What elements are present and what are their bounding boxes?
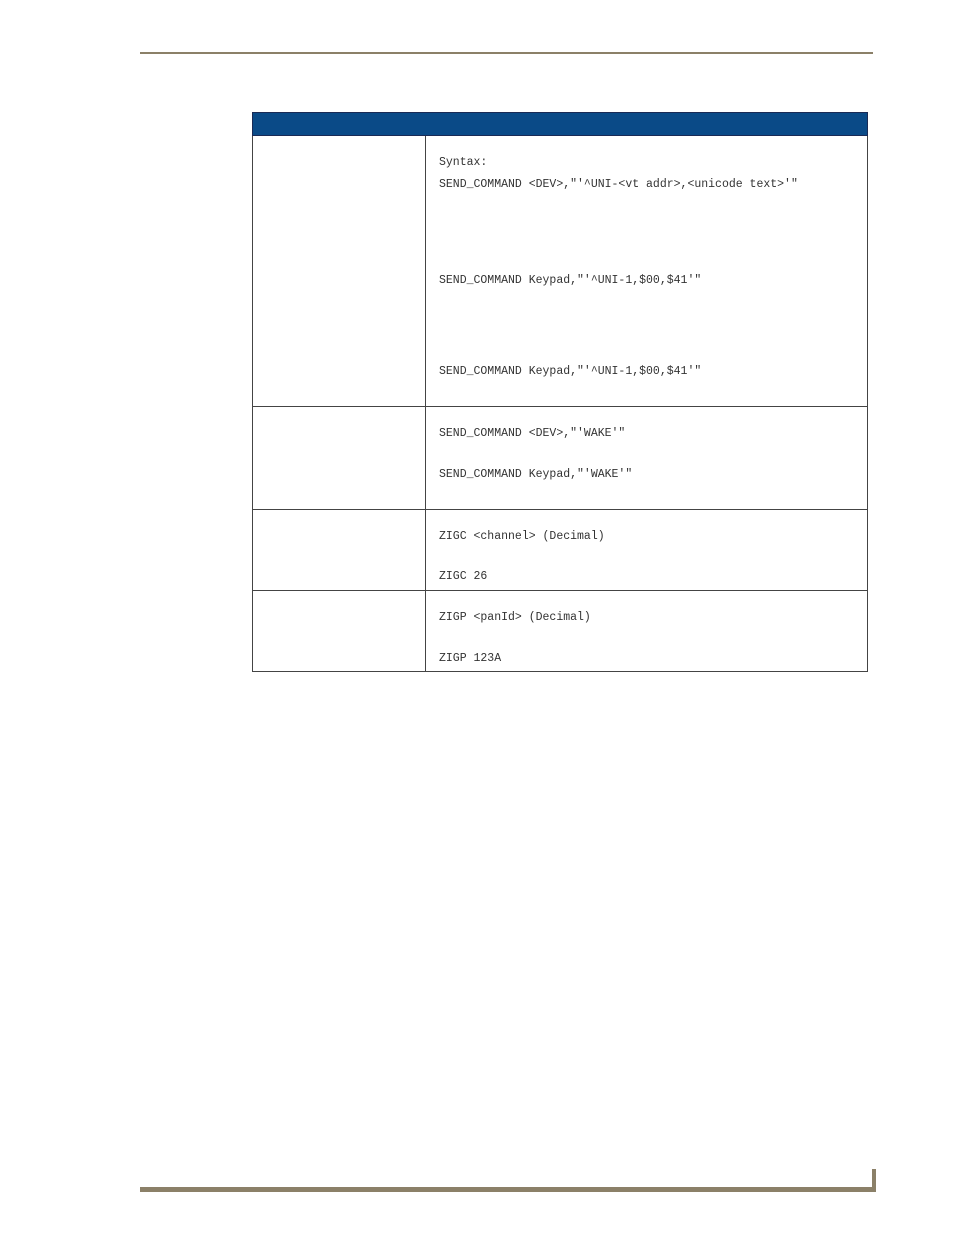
- command-name-cell: [253, 407, 426, 510]
- command-description-cell: [426, 407, 868, 510]
- header-rule: [140, 52, 873, 54]
- syntax-label: Syntax:: [439, 156, 488, 169]
- table-row: [253, 510, 868, 591]
- syntax-line: ZIGP <panId> (Decimal): [439, 611, 591, 624]
- example-line: ZIGC 26: [439, 570, 488, 583]
- command-name-cell: [253, 510, 426, 591]
- command-name-cell: [253, 136, 426, 407]
- command-description-cell: [426, 591, 868, 672]
- example-line: SEND_COMMAND Keypad,"'^UNI-1,$00,$41'": [439, 365, 702, 378]
- table-header-row: [253, 113, 868, 136]
- example-line: SEND_COMMAND Keypad,"'^UNI-1,$00,$41'": [439, 274, 702, 287]
- table-row: [253, 407, 868, 510]
- example-line: ZIGP 123A: [439, 652, 502, 665]
- send-commands-table: [252, 112, 868, 672]
- command-description-cell: [426, 136, 868, 407]
- footer-rule-tick: [872, 1169, 876, 1192]
- command-description-cell: [426, 510, 868, 591]
- example-line: SEND_COMMAND Keypad,"'WAKE'": [439, 468, 633, 481]
- syntax-line: SEND_COMMAND <DEV>,"'WAKE'": [439, 427, 626, 440]
- syntax-line: SEND_COMMAND <DEV>,"'^UNI-<vt addr>,<unicode text>'": [439, 178, 798, 191]
- syntax-line: ZIGC <channel> (Decimal): [439, 530, 605, 543]
- footer-rule: [140, 1187, 876, 1192]
- command-name-cell: [253, 591, 426, 672]
- table-header: [253, 113, 868, 136]
- table-row: [253, 136, 868, 407]
- table-row: [253, 591, 868, 672]
